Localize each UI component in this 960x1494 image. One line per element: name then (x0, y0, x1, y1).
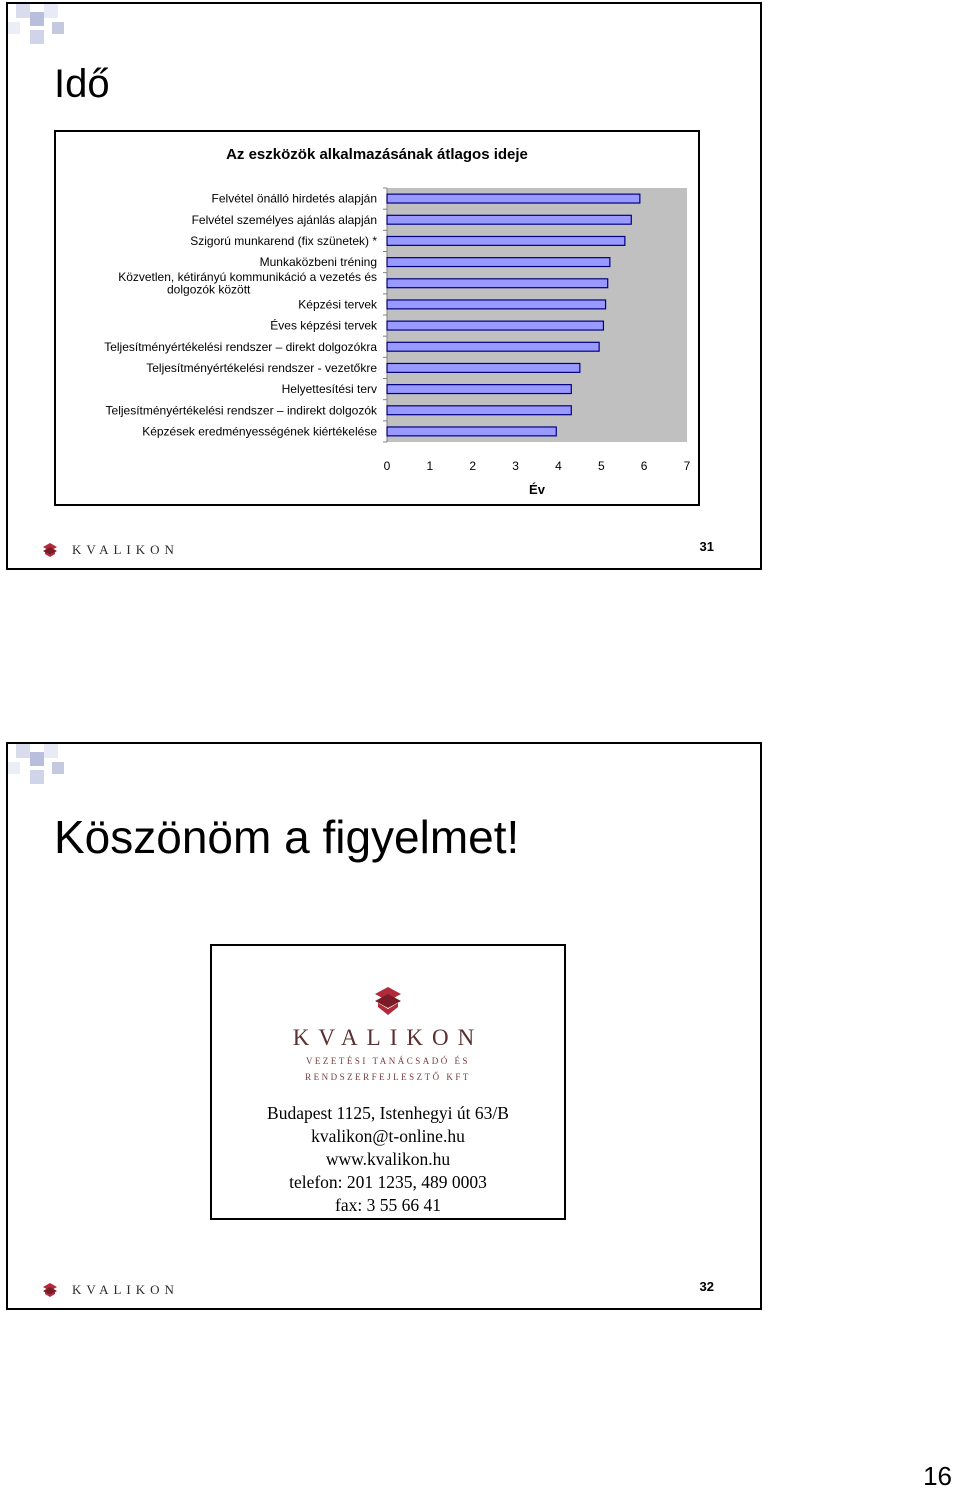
contact-phone: telefon: 201 1235, 489 0003 (289, 1172, 487, 1192)
kvalikon-logo-icon (42, 543, 58, 557)
page-number: 16 (923, 1461, 952, 1491)
logo-subtitle-2: RENDSZERFEJLESZTŐ KFT (305, 1072, 471, 1082)
x-tick-label: 3 (512, 459, 519, 473)
slide-title: Idő (54, 62, 110, 106)
x-tick-label: 0 (383, 459, 391, 473)
category-label: Felvétel személyes ajánlás alapján (191, 212, 377, 227)
bar (387, 215, 631, 224)
x-tick-label: 6 (640, 459, 648, 473)
category-label: Éves képzési tervek (270, 318, 377, 333)
category-label: Helyettesítési terv (281, 382, 377, 397)
slide-31 (6, 2, 762, 570)
category-label: Teljesítményértékelési rendszer – direkt dolgozókra (104, 339, 377, 354)
bar (387, 363, 580, 372)
category-label: Képzési tervek (298, 297, 377, 312)
contact-details (212, 1102, 564, 1217)
kvalikon-logo (212, 986, 564, 1083)
contact-email[interactable]: kvalikon@t-online.hu (311, 1126, 465, 1146)
plot-area (387, 188, 687, 442)
bar (387, 385, 571, 394)
slide-number: 31 (699, 539, 714, 554)
x-tick-label: 5 (597, 459, 605, 473)
x-tick-label: 7 (683, 459, 691, 473)
footer-brand: KVALIKON (72, 1282, 179, 1297)
category-label: dolgozók között (167, 282, 251, 297)
category-label: Közvetlen, kétirányú kommunikáció a vezetés és (118, 270, 377, 284)
footer-logo (42, 1282, 179, 1298)
contact-web[interactable]: www.kvalikon.hu (325, 1149, 451, 1169)
footer-brand: KVALIKON (72, 542, 179, 557)
bar-chart (54, 130, 700, 506)
bar (387, 236, 625, 245)
contact-card (210, 944, 566, 1220)
category-label: Képzések eredményességének kiértékelése (142, 424, 377, 439)
bar (387, 427, 556, 436)
contact-address: Budapest 1125, Istenhegyi út 63/B (267, 1103, 509, 1123)
category-label: Teljesítményértékelési rendszer - vezetőkre (146, 360, 377, 375)
chart-title: Az eszközök alkalmazásának átlagos ideje (226, 146, 528, 163)
logo-brand: KVALIKON (292, 1025, 484, 1050)
bar (387, 342, 599, 351)
slide-title: Köszönöm a figyelmet! (54, 811, 520, 863)
bar (387, 406, 571, 415)
slide-number: 32 (699, 1279, 714, 1294)
slide-32 (6, 742, 762, 1310)
kvalikon-emblem-icon (373, 986, 403, 1016)
category-label: Felvétel önálló hirdetés alapján (211, 191, 377, 206)
corner-squares-decoration (8, 4, 68, 48)
x-tick-label: 1 (426, 459, 434, 473)
x-tick-label: 4 (555, 459, 562, 473)
footer-logo (42, 542, 179, 558)
chart-plot (56, 132, 698, 504)
category-label: Szigorú munkarend (fix szünetek) * (190, 233, 377, 248)
corner-squares-decoration (8, 744, 68, 788)
category-label: Munkaközbeni tréning (259, 255, 377, 270)
category-label: Teljesítményértékelési rendszer – indirekt dolgozók (105, 403, 377, 418)
bar (387, 300, 606, 309)
bar (387, 321, 603, 330)
x-tick-label: 2 (469, 459, 477, 473)
bar (387, 194, 640, 203)
bar (387, 279, 608, 288)
bar (387, 258, 610, 267)
x-axis-label: Év (529, 482, 545, 497)
kvalikon-logo-icon (42, 1283, 58, 1297)
logo-subtitle-1: VEZETÉSI TANÁCSADÓ ÉS (305, 1056, 471, 1066)
contact-fax: fax: 3 55 66 41 (335, 1195, 441, 1215)
